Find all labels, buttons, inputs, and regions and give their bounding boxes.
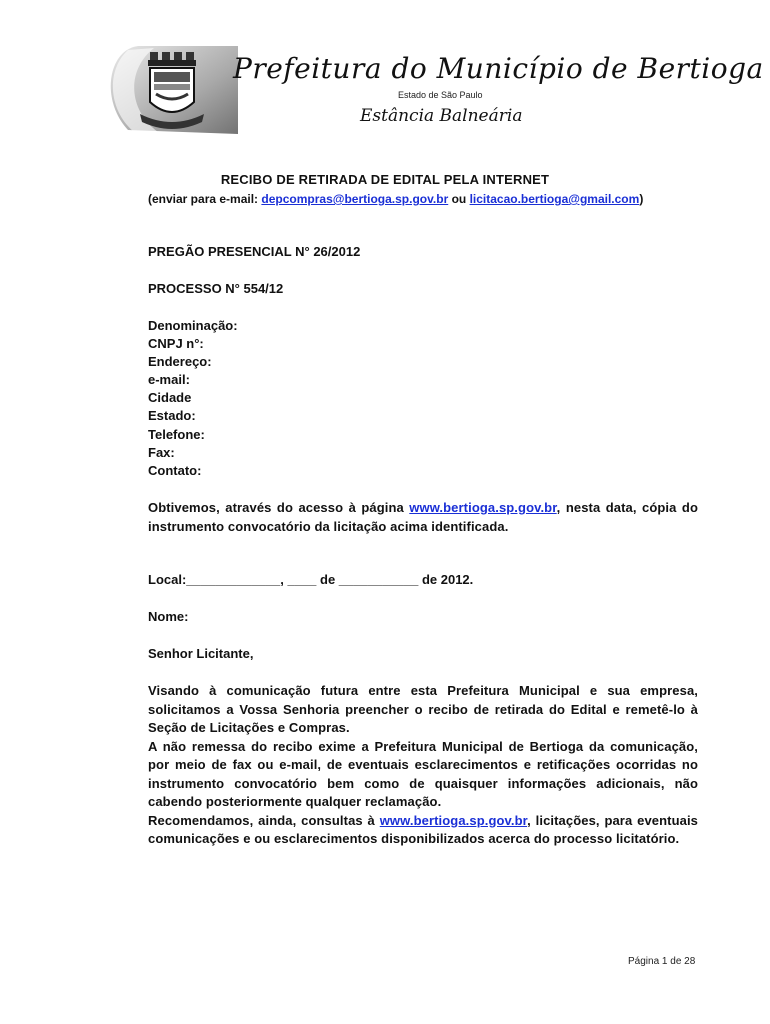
bertioga-site-link-2[interactable]: www.bertioga.sp.gov.br bbox=[379, 812, 528, 828]
local-date-line: Local:_____________, ____ de ___________ de 2012. bbox=[148, 572, 474, 587]
field-denominacao: Denominação: bbox=[148, 318, 238, 333]
field-cnpj: CNPJ n°: bbox=[148, 336, 204, 351]
field-telefone: Telefone: bbox=[148, 427, 205, 442]
municipality-title: Prefeitura do Município de Bertioga bbox=[233, 52, 764, 85]
email-suffix: ) bbox=[639, 192, 644, 206]
municipal-crest-logo bbox=[98, 40, 238, 136]
state-label: Estado de São Paulo bbox=[398, 90, 483, 100]
field-contato: Contato: bbox=[148, 463, 202, 478]
body-paragraphs bbox=[148, 682, 698, 849]
email-instructions bbox=[148, 192, 643, 206]
recomendamos-before: Recomendamos, ainda, consultas à bbox=[148, 812, 380, 828]
letterhead bbox=[98, 40, 764, 140]
email-link-licitacao[interactable]: licitacao.bertioga@gmail.com bbox=[469, 192, 640, 206]
obtivemos-before: Obtivemos, através do acesso à página bbox=[148, 500, 410, 515]
email-prefix: (enviar para e-mail: bbox=[148, 192, 262, 206]
field-estado: Estado: bbox=[148, 408, 196, 423]
salutation: Senhor Licitante, bbox=[148, 646, 254, 661]
document-heading: RECIBO DE RETIRADA DE EDITAL PELA INTERNET bbox=[220, 172, 550, 187]
processo-number: PROCESSO N° 554/12 bbox=[148, 281, 284, 296]
recomendamos-after: , licitações, para eventuais comunicações e ou esclarecimentos disponibilizados acerca do processo licitatório. bbox=[148, 812, 698, 846]
nao-remessa-paragraph: A não remessa do recibo exime a Prefeitura Municipal de Bertioga da comunicação, por meio de fax ou e-mail, de eventuais esclarecimentos e retificações ocorridas no instrumento convocatório bem como de quaisquer informações adicionais, não cabendo posteriormente qualquer reclamação. bbox=[148, 738, 698, 809]
pregao-number: PREGÃO PRESENCIAL N° 26/2012 bbox=[148, 244, 361, 259]
nome-field: Nome: bbox=[148, 609, 189, 624]
email-link-depcompras[interactable]: depcompras@bertioga.sp.gov.br bbox=[261, 192, 449, 206]
page-number: Página 1 de 28 bbox=[628, 956, 696, 967]
field-cidade: Cidade bbox=[148, 390, 192, 405]
email-middle: ou bbox=[448, 192, 470, 206]
obtivemos-after: , nesta data, cópia do instrumento convocatório da licitação acima identificada. bbox=[148, 500, 698, 534]
obtivemos-paragraph bbox=[148, 499, 698, 536]
estancia-subtitle: Estância Balneária bbox=[360, 106, 523, 126]
field-fax: Fax: bbox=[148, 445, 175, 460]
visando-paragraph: Visando à comunicação futura entre esta Prefeitura Municipal e sua empresa, solicitamos a Vossa Senhoria preencher o recibo de retirada do Edital e remetê-lo à Seção de Licitações e Compras. bbox=[148, 683, 698, 735]
bertioga-site-link[interactable]: www.bertioga.sp.gov.br bbox=[409, 500, 557, 515]
field-endereco: Endereço: bbox=[148, 354, 212, 369]
recomendamos-paragraph bbox=[148, 812, 698, 849]
field-email: e-mail: bbox=[148, 372, 190, 387]
